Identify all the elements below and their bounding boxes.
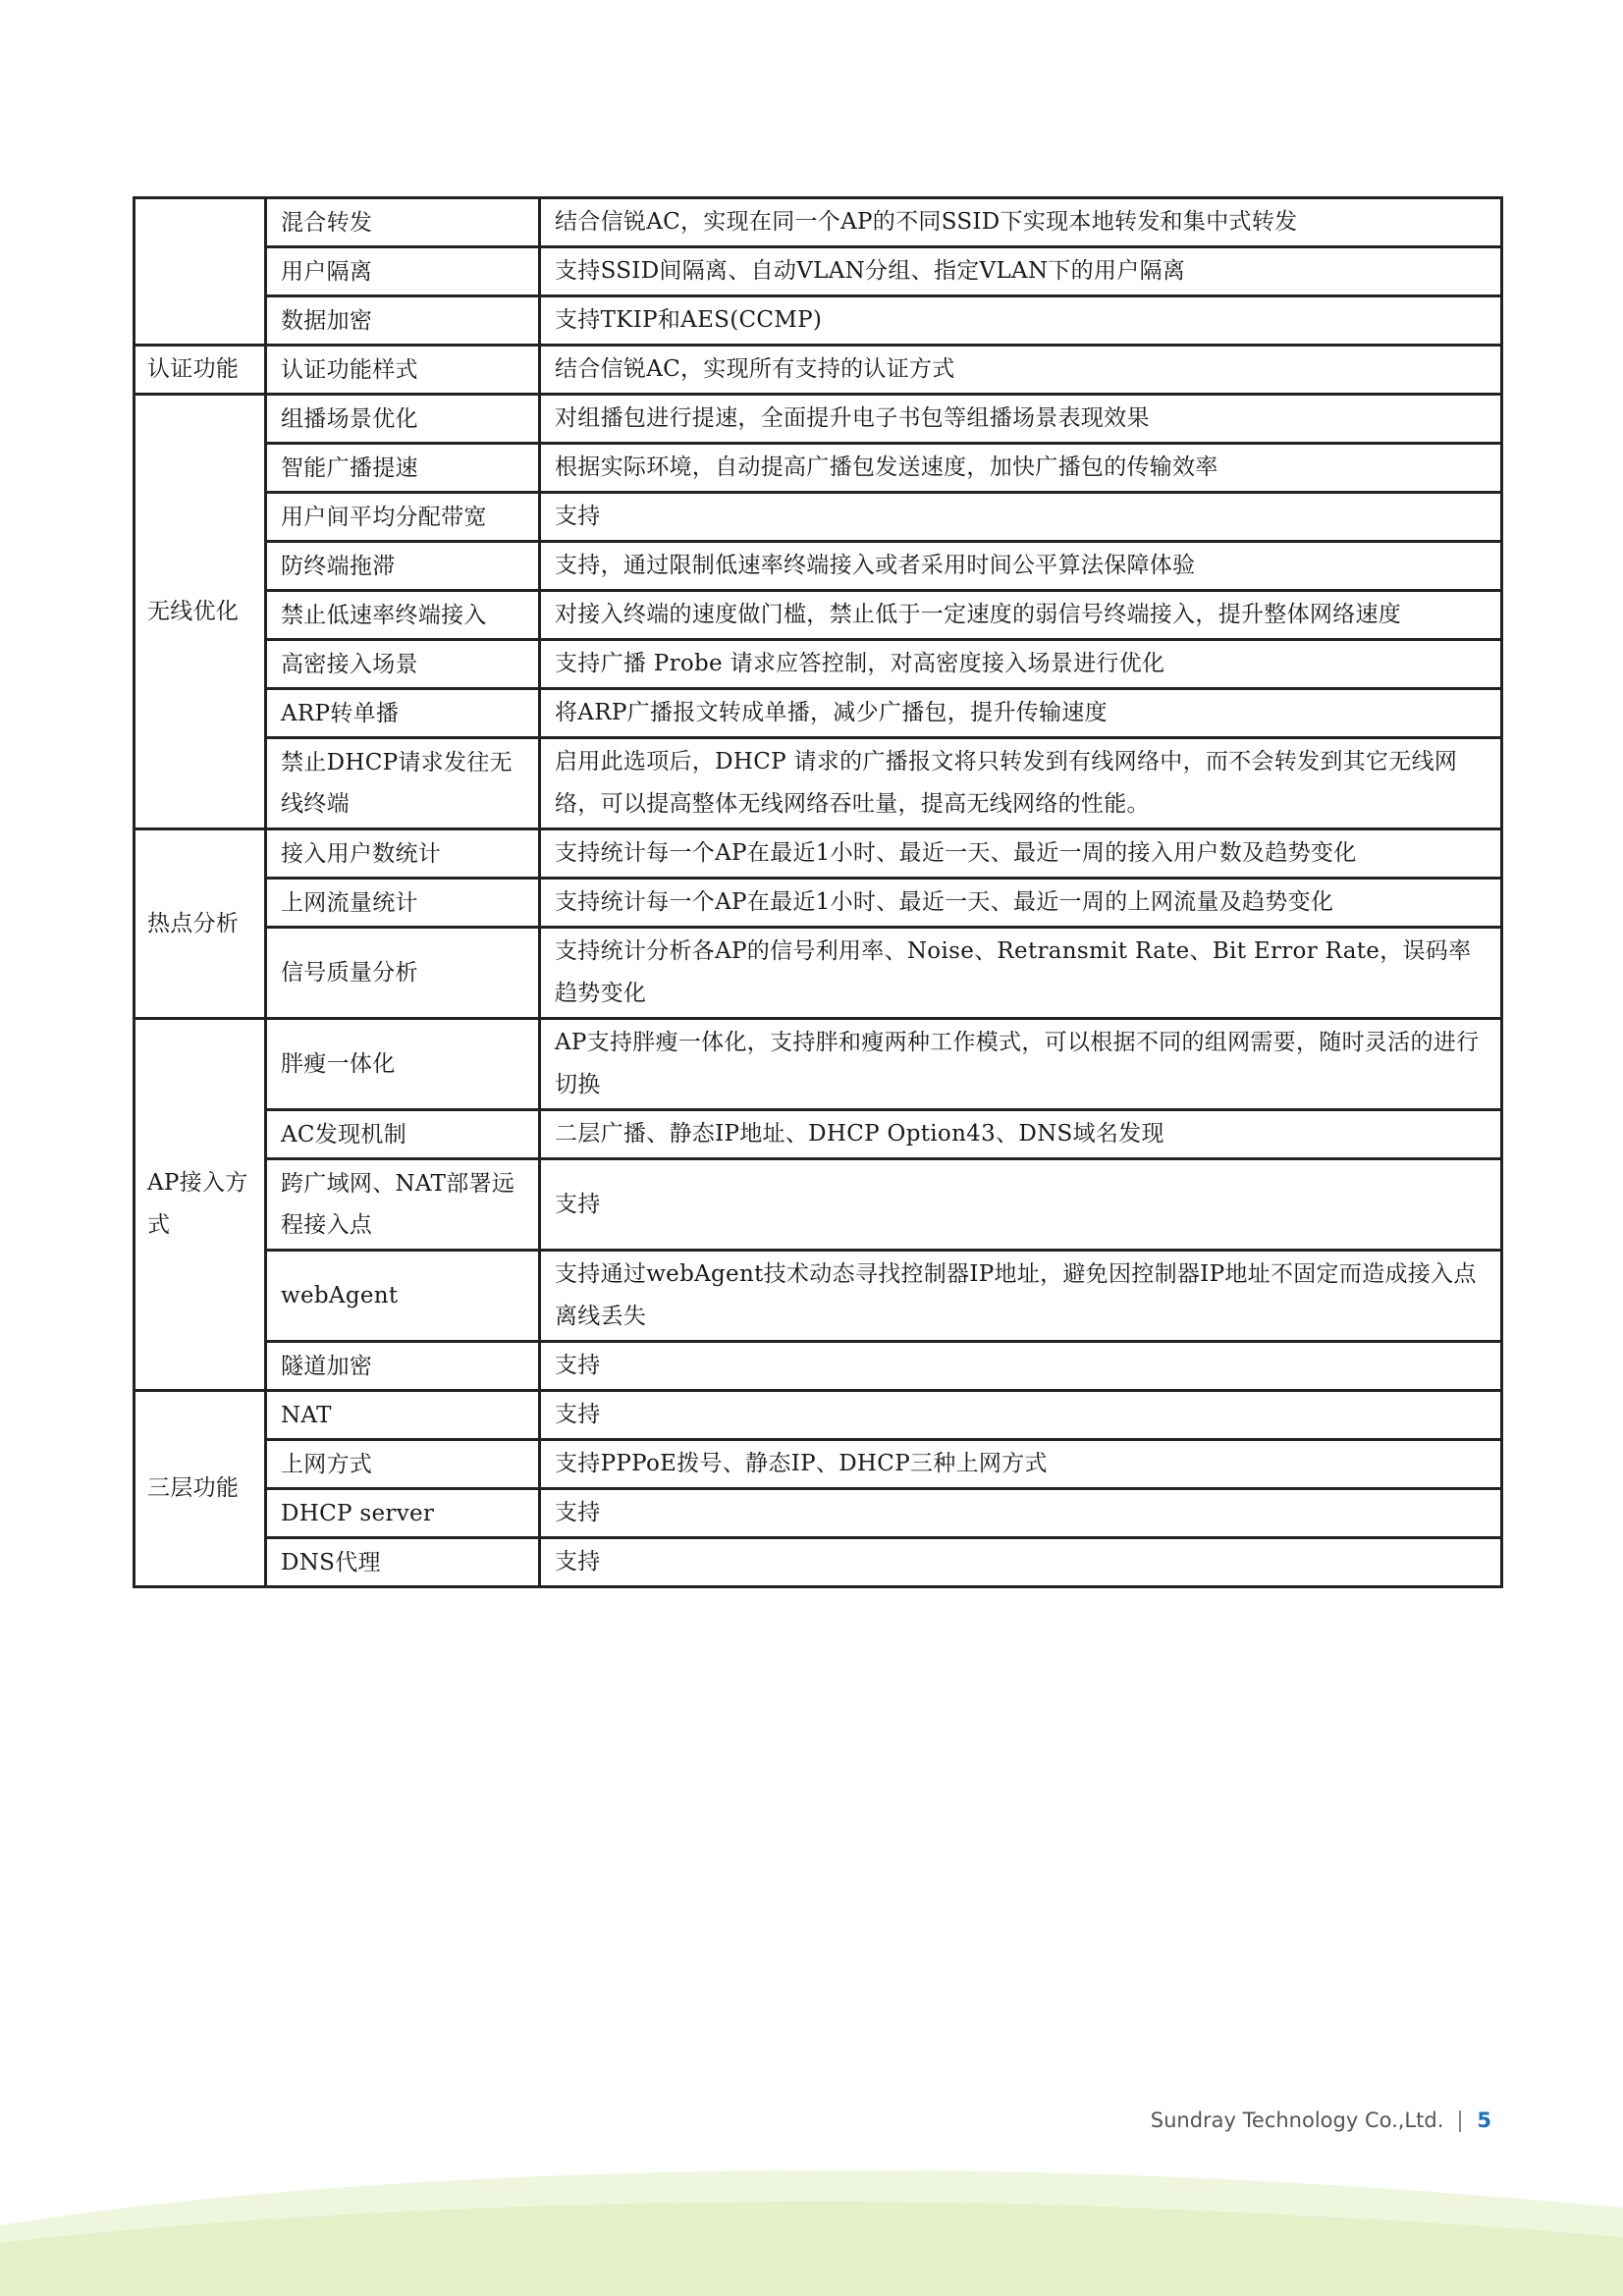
table-row (135, 640, 1502, 689)
category-cell: AP接入方式 (135, 1019, 266, 1391)
feature-cell: 高密接入场景 (266, 640, 540, 689)
feature-cell: 组播场景优化 (266, 395, 540, 444)
description-cell: 支持通过webAgent技术动态寻找控制器IP地址，避免因控制器IP地址不固定而造成接入点离线丢失 (540, 1251, 1502, 1342)
company-name: Sundray Technology Co.,Ltd. (1150, 2109, 1444, 2132)
page-footer (1151, 2109, 1491, 2132)
feature-cell: webAgent (266, 1251, 540, 1342)
feature-cell: 用户间平均分配带宽 (266, 493, 540, 542)
description-cell: 结合信锐AC，实现在同一个AP的不同SSID下实现本地转发和集中式转发 (540, 198, 1502, 247)
table-row (135, 542, 1502, 591)
table-row (135, 444, 1502, 493)
feature-cell: 用户隔离 (266, 247, 540, 296)
feature-cell: 智能广播提速 (266, 444, 540, 493)
description-cell: 支持统计每一个AP在最近1小时、最近一天、最近一周的上网流量及趋势变化 (540, 879, 1502, 928)
description-cell: 支持 (540, 1342, 1502, 1391)
description-cell: 根据实际环境，自动提高广播包发送速度，加快广播包的传输效率 (540, 444, 1502, 493)
description-cell: 结合信锐AC，实现所有支持的认证方式 (540, 346, 1502, 395)
table-row (135, 1440, 1502, 1489)
description-cell: 将ARP广播报文转成单播，减少广播包，提升传输速度 (540, 689, 1502, 738)
table-row (135, 346, 1502, 395)
description-cell: AP支持胖瘦一体化，支持胖和瘦两种工作模式，可以根据不同的组网需要，随时灵活的进行切换 (540, 1019, 1502, 1110)
description-cell: 支持 (540, 1391, 1502, 1440)
table-row (135, 591, 1502, 640)
description-cell: 启用此选项后，DHCP 请求的广播报文将只转发到有线网络中，而不会转发到其它无线网络，可以提高整体无线网络吞吐量，提高无线网络的性能。 (540, 738, 1502, 829)
table-row (135, 928, 1502, 1019)
feature-cell: 混合转发 (266, 198, 540, 247)
feature-cell: 禁止低速率终端接入 (266, 591, 540, 640)
feature-cell: 信号质量分析 (266, 928, 540, 1019)
footer-divider (1459, 2110, 1461, 2132)
feature-cell: 隧道加密 (266, 1342, 540, 1391)
feature-cell: 禁止DHCP请求发往无线终端 (266, 738, 540, 829)
feature-cell: 上网方式 (266, 1440, 540, 1489)
description-cell: 支持 (540, 1538, 1502, 1587)
description-cell: 支持广播 Probe 请求应答控制，对高密度接入场景进行优化 (540, 640, 1502, 689)
feature-cell: 认证功能样式 (266, 346, 540, 395)
feature-cell: 接入用户数统计 (266, 829, 540, 879)
feature-cell: 数据加密 (266, 296, 540, 346)
table-row (135, 1251, 1502, 1342)
description-cell: 支持统计每一个AP在最近1小时、最近一天、最近一周的接入用户数及趋势变化 (540, 829, 1502, 879)
feature-cell: DHCP server (266, 1489, 540, 1538)
description-cell: 支持SSID间隔离、自动VLAN分组、指定VLAN下的用户隔离 (540, 247, 1502, 296)
table-row (135, 1159, 1502, 1251)
spec-table (133, 196, 1503, 1588)
description-cell: 支持PPPoE拨号、静态IP、DHCP三种上网方式 (540, 1440, 1502, 1489)
table-row (135, 689, 1502, 738)
table-row (135, 1019, 1502, 1110)
description-cell: 对组播包进行提速，全面提升电子书包等组播场景表现效果 (540, 395, 1502, 444)
decorative-wave (0, 2164, 1623, 2296)
category-cell: 三层功能 (135, 1391, 266, 1587)
description-cell: 支持统计分析各AP的信号利用率、Noise、Retransmit Rate、Bit Error Rate，误码率趋势变化 (540, 928, 1502, 1019)
table-row (135, 198, 1502, 247)
description-cell: 二层广播、静态IP地址、DHCP Option43、DNS域名发现 (540, 1110, 1502, 1159)
category-cell: 热点分析 (135, 829, 266, 1019)
table-row (135, 1110, 1502, 1159)
description-cell: 支持 (540, 493, 1502, 542)
description-cell: 对接入终端的速度做门槛，禁止低于一定速度的弱信号终端接入，提升整体网络速度 (540, 591, 1502, 640)
category-cell-empty (135, 198, 266, 346)
table-row (135, 395, 1502, 444)
category-cell: 无线优化 (135, 395, 266, 829)
table-row (135, 1489, 1502, 1538)
description-cell: 支持 (540, 1159, 1502, 1251)
table-row (135, 879, 1502, 928)
description-cell: 支持，通过限制低速率终端接入或者采用时间公平算法保障体验 (540, 542, 1502, 591)
feature-cell: NAT (266, 1391, 540, 1440)
feature-cell: 上网流量统计 (266, 879, 540, 928)
category-cell: 认证功能 (135, 346, 266, 395)
feature-cell: 跨广域网、NAT部署远程接入点 (266, 1159, 540, 1251)
table-row (135, 247, 1502, 296)
table-row (135, 738, 1502, 829)
table-row (135, 1342, 1502, 1391)
feature-cell: 防终端拖滞 (266, 542, 540, 591)
feature-cell: 胖瘦一体化 (266, 1019, 540, 1110)
table-row (135, 1391, 1502, 1440)
table-row (135, 829, 1502, 879)
table-row (135, 296, 1502, 346)
table-row (135, 493, 1502, 542)
page-number: 5 (1477, 2109, 1491, 2132)
table-row (135, 1538, 1502, 1587)
feature-cell: ARP转单播 (266, 689, 540, 738)
description-cell: 支持TKIP和AES(CCMP) (540, 296, 1502, 346)
description-cell: 支持 (540, 1489, 1502, 1538)
feature-cell: DNS代理 (266, 1538, 540, 1587)
feature-cell: AC发现机制 (266, 1110, 540, 1159)
